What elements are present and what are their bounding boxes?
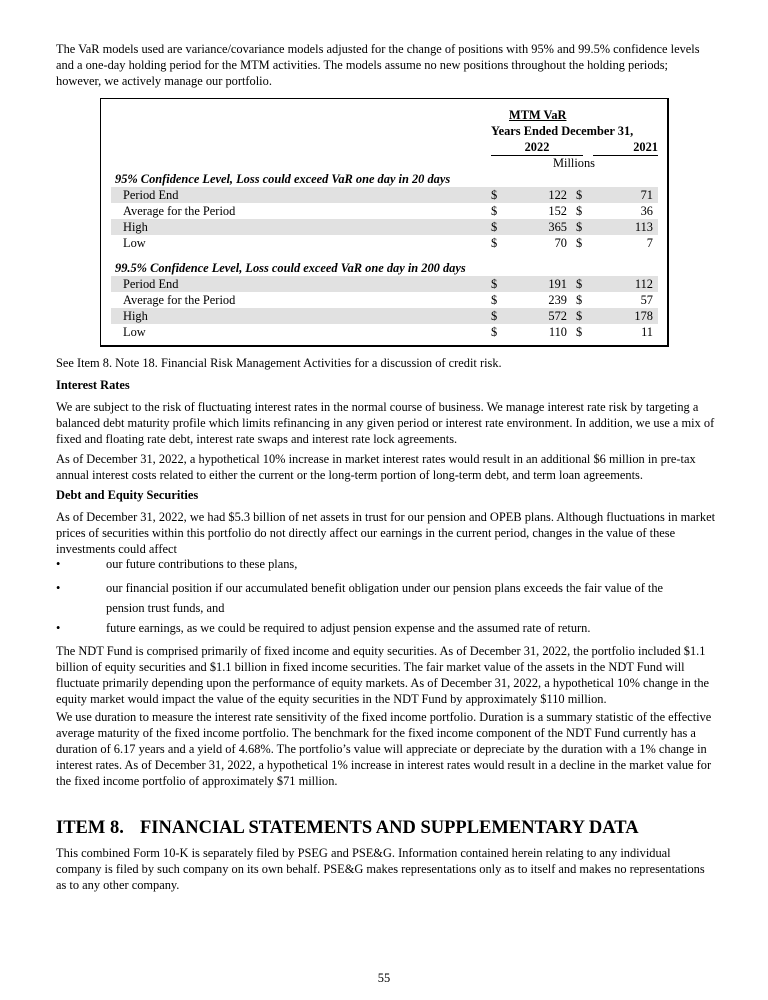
- interest-rates-paragraph-1: We are subject to the risk of fluctuating interest rates in the normal course of business. We manage interest rate risk by targeting a balanced debt maturity profile which limits refinancing in any given period or interest rate environment. In addition, we use a mix of fixed and floating rate debt, interest rate swaps and interest rate lock agreements.: [56, 400, 715, 446]
- value-2022: 365: [548, 220, 567, 234]
- table-row: [111, 324, 658, 340]
- currency-symbol: $: [491, 325, 498, 339]
- bullet-text: our future contributions to these plans,: [106, 557, 298, 571]
- value-2022: 572: [548, 309, 567, 323]
- intro-paragraph: The VaR models used are variance/covariance models adjusted for the change of positions with 95% and 99.5% confidence levels and a one-day holding period for the MTM activities. The models assume no new positions throughout the holding periods; however, we actively manage our portfolio.: [56, 42, 700, 88]
- row-label: High: [123, 309, 148, 323]
- currency-symbol: $: [491, 188, 498, 202]
- currency-symbol: $: [491, 309, 498, 323]
- bullet-icon: •: [56, 557, 61, 571]
- bullet-text: future earnings, as we could be required to adjust pension expense and the assumed rate of return.: [106, 621, 591, 635]
- value-2022: 110: [548, 325, 567, 339]
- bullet-text: our financial position if our accumulated benefit obligation under our pension plans exceeds the fair value of the pension trust funds, and: [106, 581, 664, 615]
- row-label: Period End: [123, 188, 179, 202]
- item8-heading: [56, 817, 639, 839]
- ndt-fund-paragraph: The NDT Fund is comprised primarily of fixed income and equity securities. As of December 31, 2022, the portfolio included $1.1 billion of equity securities and $1.1 billion in fixed income securities. The fair market value of the assets in the NDT Fund will fluctuate primarily depending upon the performance of equity markets. As of December 31, 2022, a hypothetical 10% change in the equity market would impact the value of the equity securities in the NDT Fund by approximately $110 million.: [56, 644, 710, 706]
- row-label: High: [123, 220, 148, 234]
- currency-symbol: $: [576, 325, 583, 339]
- value-2021: 178: [634, 309, 653, 323]
- page-number: 55: [377, 971, 391, 985]
- currency-symbol: $: [576, 204, 583, 218]
- currency-symbol: $: [491, 236, 498, 250]
- table-row: [111, 203, 658, 219]
- column-header-2022: 2022: [491, 139, 583, 156]
- value-2022: 152: [548, 204, 567, 218]
- currency-symbol: $: [576, 293, 583, 307]
- see-item-note: See Item 8. Note 18. Financial Risk Management Activities for a discussion of credit risk.: [56, 356, 502, 370]
- item8-number: ITEM 8.: [56, 818, 124, 838]
- value-2021: 11: [641, 325, 653, 339]
- currency-symbol: $: [491, 277, 498, 291]
- bullet-icon: •: [56, 621, 61, 635]
- currency-symbol: $: [491, 220, 498, 234]
- value-2022: 239: [548, 293, 567, 307]
- value-2021: 112: [634, 277, 653, 291]
- bullet-icon: •: [56, 581, 61, 595]
- item8-paragraph: This combined Form 10-K is separately filed by PSEG and PSE&G. Information contained herein relating to any individual company is filed by such company on its own behalf. PSE&G makes representations only as to itself and makes no representations as to any other company.: [56, 846, 705, 892]
- currency-symbol: $: [576, 277, 583, 291]
- row-label: Low: [123, 325, 146, 339]
- currency-symbol: $: [491, 293, 498, 307]
- row-label: Average for the Period: [123, 204, 236, 218]
- value-2021: 57: [640, 293, 653, 307]
- table-subtitle: Years Ended December 31,: [491, 124, 634, 138]
- table-title: MTM VaR: [509, 108, 567, 122]
- mtm-var-table: [100, 98, 669, 347]
- table-row: [111, 292, 658, 308]
- section-heading: 95% Confidence Level, Loss could exceed VaR one day in 20 days: [115, 172, 451, 186]
- interest-rates-heading: Interest Rates: [56, 378, 130, 392]
- section-heading: 99.5% Confidence Level, Loss could exceed VaR one day in 200 days: [115, 261, 466, 275]
- table-row: [111, 219, 658, 235]
- units-label: Millions: [553, 156, 595, 170]
- row-label: Low: [123, 236, 146, 250]
- value-2022: 122: [548, 188, 567, 202]
- row-label: Period End: [123, 277, 179, 291]
- duration-paragraph: We use duration to measure the interest rate sensitivity of the fixed income portfolio. Duration is a summary statistic of the effective average maturity of the fixed income portfolio. The benchmark for the fixed income component of the NDT Fund currently has a duration of 6.17 years and a yield of 4.68%. The portfolio’s value will appreciate or depreciate by the duration with a 1% change in interest rates. As of December 31, 2022, a hypothetical 1% increase in interest rates would result in a decline in the market value for the fixed income portfolio of approximately $71 million.: [56, 710, 712, 788]
- currency-symbol: $: [576, 236, 583, 250]
- currency-symbol: $: [491, 204, 498, 218]
- table-row: [111, 187, 658, 203]
- item8-title: FINANCIAL STATEMENTS AND SUPPLEMENTARY DATA: [140, 818, 639, 838]
- table-row: [111, 276, 658, 292]
- column-header-2021: 2021: [593, 139, 658, 156]
- currency-symbol: $: [576, 188, 583, 202]
- currency-symbol: $: [576, 309, 583, 323]
- debt-equity-paragraph-1: As of December 31, 2022, we had $5.3 billion of net assets in trust for our pension and OPEB plans. Although fluctuations in market prices of securities within this portfolio do not directly affect our earnings in the current period, changes in the value of these investments could affect: [56, 510, 716, 556]
- value-2021: 7: [646, 236, 653, 250]
- interest-rates-paragraph-2: As of December 31, 2022, a hypothetical 10% increase in market interest rates would result in an additional $6 million in pre-tax annual interest costs related to either the current or the long-term portion of long-term debt, and term loan agreements.: [56, 452, 696, 482]
- value-2022: 70: [554, 236, 567, 250]
- value-2021: 113: [634, 220, 653, 234]
- table-row: [111, 308, 658, 324]
- value-2021: 71: [640, 188, 653, 202]
- value-2022: 191: [548, 277, 567, 291]
- currency-symbol: $: [576, 220, 583, 234]
- row-label: Average for the Period: [123, 293, 236, 307]
- debt-equity-heading: Debt and Equity Securities: [56, 488, 199, 502]
- table-row: [111, 235, 658, 251]
- value-2021: 36: [640, 204, 653, 218]
